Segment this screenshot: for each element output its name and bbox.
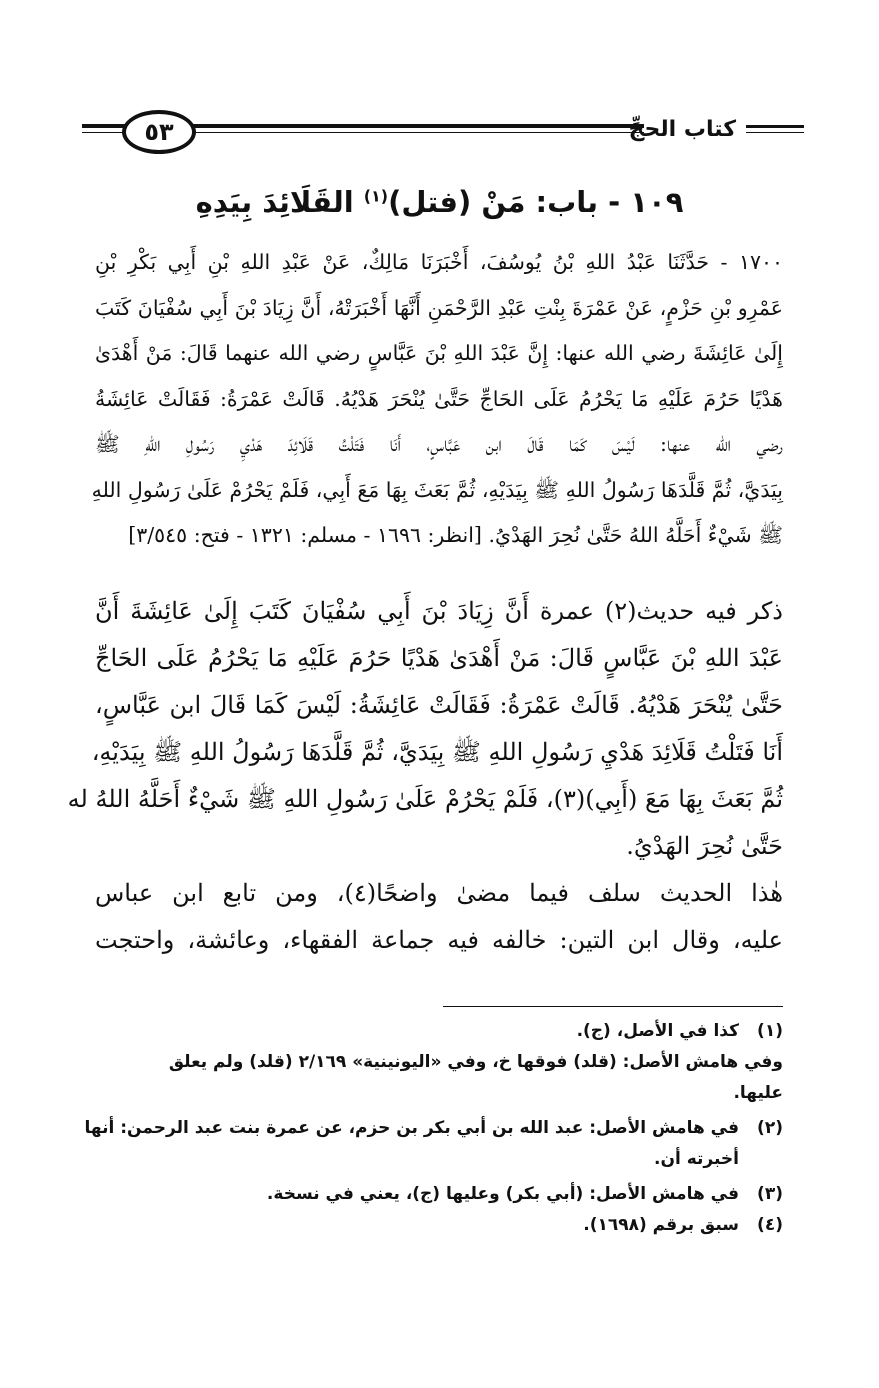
page-header <box>82 110 804 160</box>
chapter-title-text: ١٠٩ - باب: مَنْ (فتل) <box>388 185 684 219</box>
footnote-line: سبق برقم (١٦٩٨). <box>583 1215 739 1235</box>
footnote-ref: (١) <box>363 186 389 206</box>
text-line: ذكر فيه حديث(٢) عمرة أَنَّ زِيَادَ بْنَ أَبِي سُفْيَانَ كَتَبَ إِلَىٰ عَائِشَةَ أَنَّ <box>95 597 783 625</box>
header-rule <box>746 132 804 133</box>
footnote-line: في هامش الأصل: عبد الله بن أبي بكر بن حزم، عن عمرة بنت عبد الرحمن: أنها <box>84 1118 739 1138</box>
footnote-line: في هامش الأصل: (أبي بكر) وعليها (ج)، يعني في نسخة. <box>266 1184 739 1204</box>
footnote-text <box>83 1179 739 1210</box>
header-rule <box>746 125 804 128</box>
text-line: ﷺ شَيْءٌ أَحَلَّهُ اللهُ حَتَّىٰ نُحِرَ الهَدْيُ. [انظر: ١٦٩٦ - مسلم: ١٣٢١ - فتح: ٣/٥٤٥] <box>128 523 783 547</box>
text-line: ١٧٠٠ - حَدَّثَنَا عَبْدُ اللهِ بْنُ يُوسُفَ، أَخْبَرَنَا مَالِكٌ، عَنْ عَبْدِ اللهِ بْنِ أَبِي بَكْرِ بْنِ <box>95 250 783 274</box>
text-line: عليه، وقال ابن التين: خالفه فيه جماعة الفقهاء، وعائشة، واحتجت <box>95 926 784 954</box>
footnote-number: (٢) <box>757 1118 783 1138</box>
text-line: رضي الله عنها: لَيْسَ كَمَا قَالَ ابن عَبَّاسٍ، أَنَا فَتَلْتُ قَلَائِدَ هَدْيِ رَسُولِ اللهِ ﷺ <box>95 432 783 456</box>
footnote-text <box>83 1047 783 1109</box>
commentary-paragraph <box>95 870 783 964</box>
footnote-continuation <box>83 1047 783 1109</box>
footnote-number: (١) <box>757 1021 783 1041</box>
footnote-text <box>83 1210 739 1241</box>
footnote-line: أخبرته أن. <box>654 1149 739 1169</box>
text-line: أَنَا فَتَلْتُ قَلَائِدَ هَدْيِ رَسُولِ اللهِ ﷺ بِيَدَيَّ، ثُمَّ قَلَّدَهَا رَسُولُ اللهِ ﷺ بِيَدَيْهِ، <box>91 738 783 766</box>
running-title: كتاب الحجِّ <box>628 117 736 142</box>
footnote <box>83 1113 783 1175</box>
footnote-separator <box>443 1006 783 1007</box>
footnote-text <box>83 1016 739 1047</box>
header-rule <box>190 124 644 128</box>
footnotes <box>83 1016 783 1241</box>
footnote <box>83 1016 783 1047</box>
hadith-text <box>91 240 783 559</box>
footnote <box>83 1210 783 1241</box>
text-line: إِلَىٰ عَائِشَةَ رضي الله عنها: إِنَّ عَبْدَ اللهِ بْنَ عَبَّاسٍ رضي الله عنهما قَالَ: مَنْ أَهْدَىٰ <box>95 341 783 365</box>
chapter-title <box>60 185 819 219</box>
footnote-number: (٤) <box>757 1215 783 1235</box>
footnote-text <box>83 1113 739 1175</box>
text-line: عَبْدَ اللهِ بْنَ عَبَّاسٍ قَالَ: مَنْ أَهْدَىٰ هَدْيًا حَرُمَ عَلَيْهِ مَا يَحْرُمُ عَلَى الحَاجِّ <box>95 644 783 672</box>
text-line: بِيَدَيَّ، ثُمَّ قَلَّدَهَا رَسُولُ اللهِ ﷺ بِيَدَيْهِ، ثُمَّ بَعَثَ بِهَا مَعَ أَبِي، فَلَمْ يَحْرُمْ عَلَىٰ رَسُولِ اللهِ <box>91 477 783 502</box>
text-line: ثُمَّ بَعَثَ بِهَا مَعَ (أَبِي)(٣)، فَلَمْ يَحْرُمْ عَلَىٰ رَسُولِ اللهِ ﷺ شَيْءٌ أَحَلَّهُ اللهُ له <box>67 785 783 813</box>
text-line: حَتَّىٰ نُحِرَ الهَدْيُ. <box>626 832 783 860</box>
page-number: ٥٣ <box>122 110 196 154</box>
footnote-line: عليها. <box>733 1083 783 1103</box>
text-line: هٰذا الحديث سلف فيما مضىٰ واضحًا(٤)، ومن تابع ابن عباس <box>95 879 783 907</box>
footnote-line: وفي هامش الأصل: (قلد) فوقها خ، وفي «اليونينية» ٢/١٦٩ (قلد) ولم يعلق <box>168 1052 783 1072</box>
header-rule <box>190 132 644 133</box>
chapter-title-text: القَلَائِدَ بِيَدِهِ <box>195 185 364 219</box>
commentary-paragraph <box>67 588 783 870</box>
footnote <box>83 1179 783 1210</box>
footnote-number: (٣) <box>757 1184 783 1204</box>
text-line: عَمْرِو بْنِ حَزْمٍ، عَنْ عَمْرَةَ بِنْتِ عَبْدِ الرَّحْمَنِ أَنَّهَا أَخْبَرَتْهُ، أَنَّ زِيَادَ بْنَ أَبِي سُفْيَانَ كَتَبَ <box>95 295 783 320</box>
text-line: حَتَّىٰ يُنْحَرَ هَدْيُهُ. قَالَتْ عَمْرَةُ: فَقَالَتْ عَائِشَةُ: لَيْسَ كَمَا قَالَ ابن عَبَّاسٍ، <box>95 691 783 719</box>
text-line: هَدْيًا حَرُمَ عَلَيْهِ مَا يَحْرُمُ عَلَى الحَاجِّ حَتَّىٰ يُنْحَرَ هَدْيُهُ. قَالَتْ عَمْرَةُ: فَقَالَتْ عَائِشَةُ <box>95 386 783 411</box>
footnote-line: كذا في الأصل، (ج). <box>576 1021 739 1041</box>
